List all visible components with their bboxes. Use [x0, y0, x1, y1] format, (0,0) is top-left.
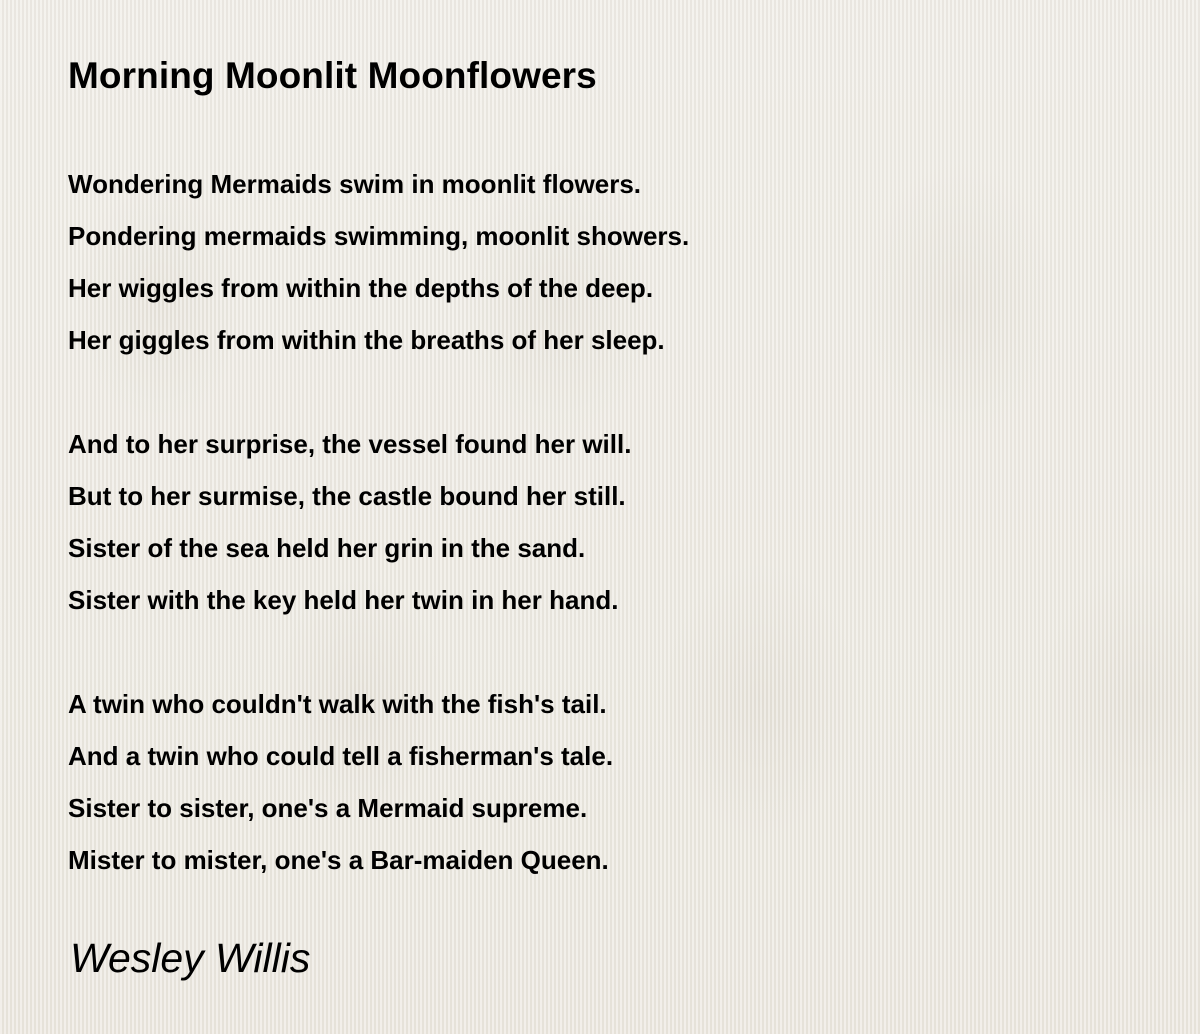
poem-line: Sister of the sea held her grin in the sand. [68, 533, 586, 563]
stanza-1 [68, 158, 1148, 366]
stanza-2 [68, 418, 1148, 626]
stanza-3 [68, 678, 1148, 886]
poem-line: Wondering Mermaids swim in moonlit flowers. [68, 169, 642, 199]
poem-line: Sister with the key held her twin in her hand. [68, 585, 619, 615]
poem-card [68, 52, 1148, 938]
poem-title: Morning Moonlit Moonflowers [68, 55, 597, 96]
poem-line: Her giggles from within the breaths of her sleep. [68, 325, 665, 355]
poem-line: Pondering mermaids swimming, moonlit showers. [68, 221, 690, 251]
poem-line: And a twin who could tell a fisherman's tale. [68, 741, 614, 771]
poem-line: And to her surprise, the vessel found her will. [68, 429, 632, 459]
poem-author: Wesley Willis [70, 935, 311, 981]
poem-line: But to her surmise, the castle bound her still. [68, 481, 626, 511]
poem-line: Her wiggles from within the depths of the deep. [68, 273, 654, 303]
poem-line: A twin who couldn't walk with the fish's tail. [68, 689, 607, 719]
poem-line: Sister to sister, one's a Mermaid supreme. [68, 793, 588, 823]
poem-line: Mister to mister, one's a Bar-maiden Queen. [68, 845, 609, 875]
poem-body [68, 158, 1148, 886]
